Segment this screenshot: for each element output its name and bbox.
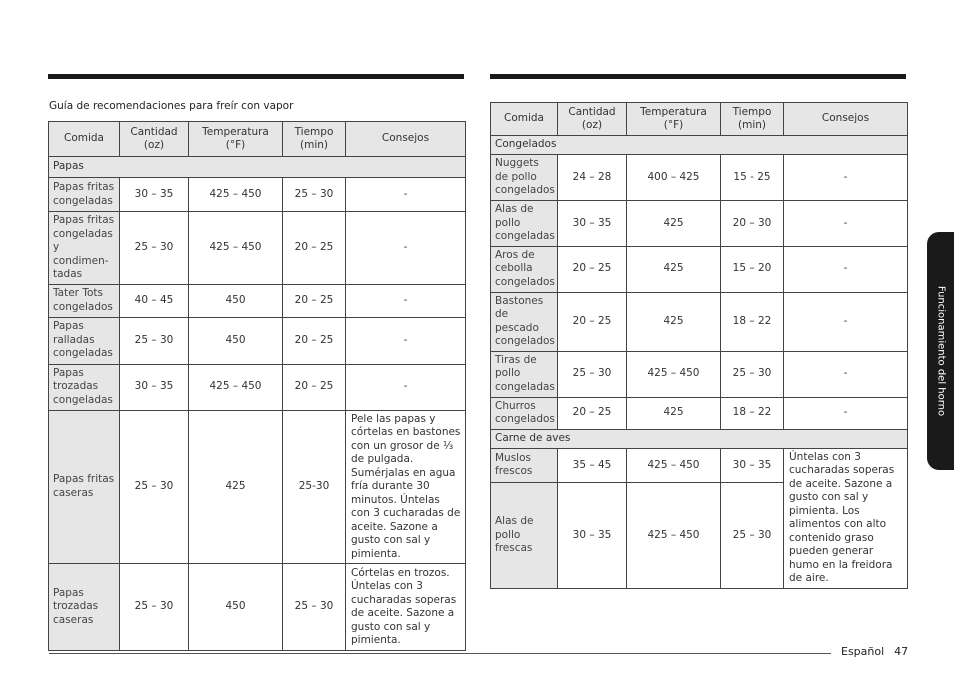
food-cell: Papas fritas caseras: [49, 410, 120, 564]
tip-cell: -: [346, 364, 466, 410]
food-cell: Papas ralladas congeladas: [49, 317, 120, 364]
temperature-cell: 425: [627, 397, 721, 429]
table-row: [491, 155, 908, 201]
header-temperature: Temperatura (°F): [189, 122, 283, 157]
food-cell: Bastones de pescado congelados: [491, 292, 558, 351]
temperature-cell: 450: [189, 564, 283, 651]
time-cell: 18 – 22: [721, 397, 784, 429]
table-row: [49, 410, 466, 564]
table-intro: Guía de recomendaciones para freír con vapor: [49, 100, 294, 112]
quantity-cell: 30 – 35: [120, 178, 189, 212]
poultry-tip-cell: Úntelas con 3 cucharadas soperas de aceite. Sazone a gusto con sal y pimienta. Los alimentos con alto contenido graso pueden generar humo en la freidora de aire.: [784, 448, 908, 588]
section-frozen: Congelados: [491, 136, 908, 155]
food-cell: Tater Tots congelados: [49, 284, 120, 317]
table-row: [491, 201, 908, 247]
tip-cell: Pele las papas y córtelas en bastones con un grosor de ⅓ de pulgada. Sumérjalas en agua fría durante 30 minutos. Úntelas con 3 cucharadas de aceite. Sazone a gusto con sal y pimienta.: [346, 410, 466, 564]
food-cell: Tiras de pollo congeladas: [491, 351, 558, 397]
tip-cell: Córtelas en trozos. Úntelas con 3 cucharadas soperas de aceite. Sazone a gusto con sal y pimienta.: [346, 564, 466, 651]
section-poultry: Carne de aves: [491, 429, 908, 448]
temperature-cell: 425: [627, 292, 721, 351]
table-row: [49, 284, 466, 317]
quantity-cell: 20 – 25: [558, 292, 627, 351]
header-time: Tiempo (min): [721, 103, 784, 136]
quantity-cell: 25 – 30: [120, 410, 189, 564]
temperature-cell: 425 – 450: [627, 483, 721, 588]
header-quantity: Cantidad (oz): [120, 122, 189, 157]
tip-cell: -: [784, 351, 908, 397]
tip-cell: -: [346, 284, 466, 317]
header-time: Tiempo (min): [283, 122, 346, 157]
quantity-cell: 20 – 25: [558, 246, 627, 292]
quantity-cell: 24 – 28: [558, 155, 627, 201]
quantity-cell: 25 – 30: [558, 351, 627, 397]
tip-cell: -: [784, 201, 908, 247]
food-cell: Alas de pollo congeladas: [491, 201, 558, 247]
food-cell: Nuggets de pollo congelados: [491, 155, 558, 201]
temperature-cell: 400 – 425: [627, 155, 721, 201]
quantity-cell: 25 – 30: [120, 317, 189, 364]
tip-cell: -: [346, 212, 466, 285]
tip-cell: -: [784, 292, 908, 351]
header-quantity: Cantidad (oz): [558, 103, 627, 136]
header-tips: Consejos: [784, 103, 908, 136]
table-row: [491, 448, 908, 483]
quantity-cell: 25 – 30: [120, 212, 189, 285]
tip-cell: -: [784, 155, 908, 201]
time-cell: 18 – 22: [721, 292, 784, 351]
food-cell: Muslos frescos: [491, 448, 558, 483]
temperature-cell: 425 – 450: [189, 364, 283, 410]
page-number: 47: [894, 645, 909, 658]
temperature-cell: 425: [627, 246, 721, 292]
temperature-cell: 450: [189, 317, 283, 364]
table-row: [491, 351, 908, 397]
section-potatoes: Papas: [49, 157, 466, 178]
header-row: [49, 122, 466, 157]
right-top-rule: [490, 74, 906, 79]
time-cell: 15 – 20: [721, 246, 784, 292]
page-footer: [841, 645, 908, 658]
quantity-cell: 35 – 45: [558, 448, 627, 483]
time-cell: 25 – 30: [283, 178, 346, 212]
frozen-poultry-table: [490, 102, 908, 589]
time-cell: 20 – 25: [283, 364, 346, 410]
footer-rule: [49, 653, 831, 654]
table-row: [49, 564, 466, 651]
temperature-cell: 425 – 450: [189, 212, 283, 285]
tip-cell: -: [346, 317, 466, 364]
temperature-cell: 450: [189, 284, 283, 317]
time-cell: 20 – 25: [283, 212, 346, 285]
table-row: [491, 246, 908, 292]
time-cell: 25 – 30: [283, 564, 346, 651]
section-side-tab: [927, 232, 954, 470]
time-cell: 25-30: [283, 410, 346, 564]
table-row: [49, 178, 466, 212]
header-food: Comida: [49, 122, 120, 157]
tip-cell: -: [784, 246, 908, 292]
quantity-cell: 20 – 25: [558, 397, 627, 429]
quantity-cell: 25 – 30: [120, 564, 189, 651]
time-cell: 30 – 35: [721, 448, 784, 483]
side-tab-label: Funcionamiento del horno: [935, 285, 946, 417]
time-cell: 20 – 30: [721, 201, 784, 247]
table-row: [49, 364, 466, 410]
tip-cell: -: [784, 397, 908, 429]
time-cell: 15 - 25: [721, 155, 784, 201]
food-cell: Papas fritas congeladas y condimen-tadas: [49, 212, 120, 285]
header-tips: Consejos: [346, 122, 466, 157]
temperature-cell: 425: [627, 201, 721, 247]
header-food: Comida: [491, 103, 558, 136]
quantity-cell: 30 – 35: [558, 201, 627, 247]
quantity-cell: 30 – 35: [120, 364, 189, 410]
table-row: [49, 317, 466, 364]
potatoes-table: [48, 121, 466, 651]
temperature-cell: 425 – 450: [627, 448, 721, 483]
table-row: [491, 292, 908, 351]
tip-cell: -: [346, 178, 466, 212]
footer-language: Español: [841, 645, 885, 658]
food-cell: Churros congelados: [491, 397, 558, 429]
time-cell: 20 – 25: [283, 317, 346, 364]
temperature-cell: 425: [189, 410, 283, 564]
temperature-cell: 425 – 450: [627, 351, 721, 397]
quantity-cell: 40 – 45: [120, 284, 189, 317]
food-cell: Papas trozadas caseras: [49, 564, 120, 651]
time-cell: 25 – 30: [721, 483, 784, 588]
time-cell: 25 – 30: [721, 351, 784, 397]
food-cell: Aros de cebolla congelados: [491, 246, 558, 292]
time-cell: 20 – 25: [283, 284, 346, 317]
left-top-rule: [48, 74, 464, 79]
quantity-cell: 30 – 35: [558, 483, 627, 588]
header-temperature: Temperatura (°F): [627, 103, 721, 136]
food-cell: Papas fritas congeladas: [49, 178, 120, 212]
temperature-cell: 425 – 450: [189, 178, 283, 212]
table-row: [491, 397, 908, 429]
table-row: [49, 212, 466, 285]
food-cell: Alas de pollo frescas: [491, 483, 558, 588]
food-cell: Papas trozadas congeladas: [49, 364, 120, 410]
header-row: [491, 103, 908, 136]
